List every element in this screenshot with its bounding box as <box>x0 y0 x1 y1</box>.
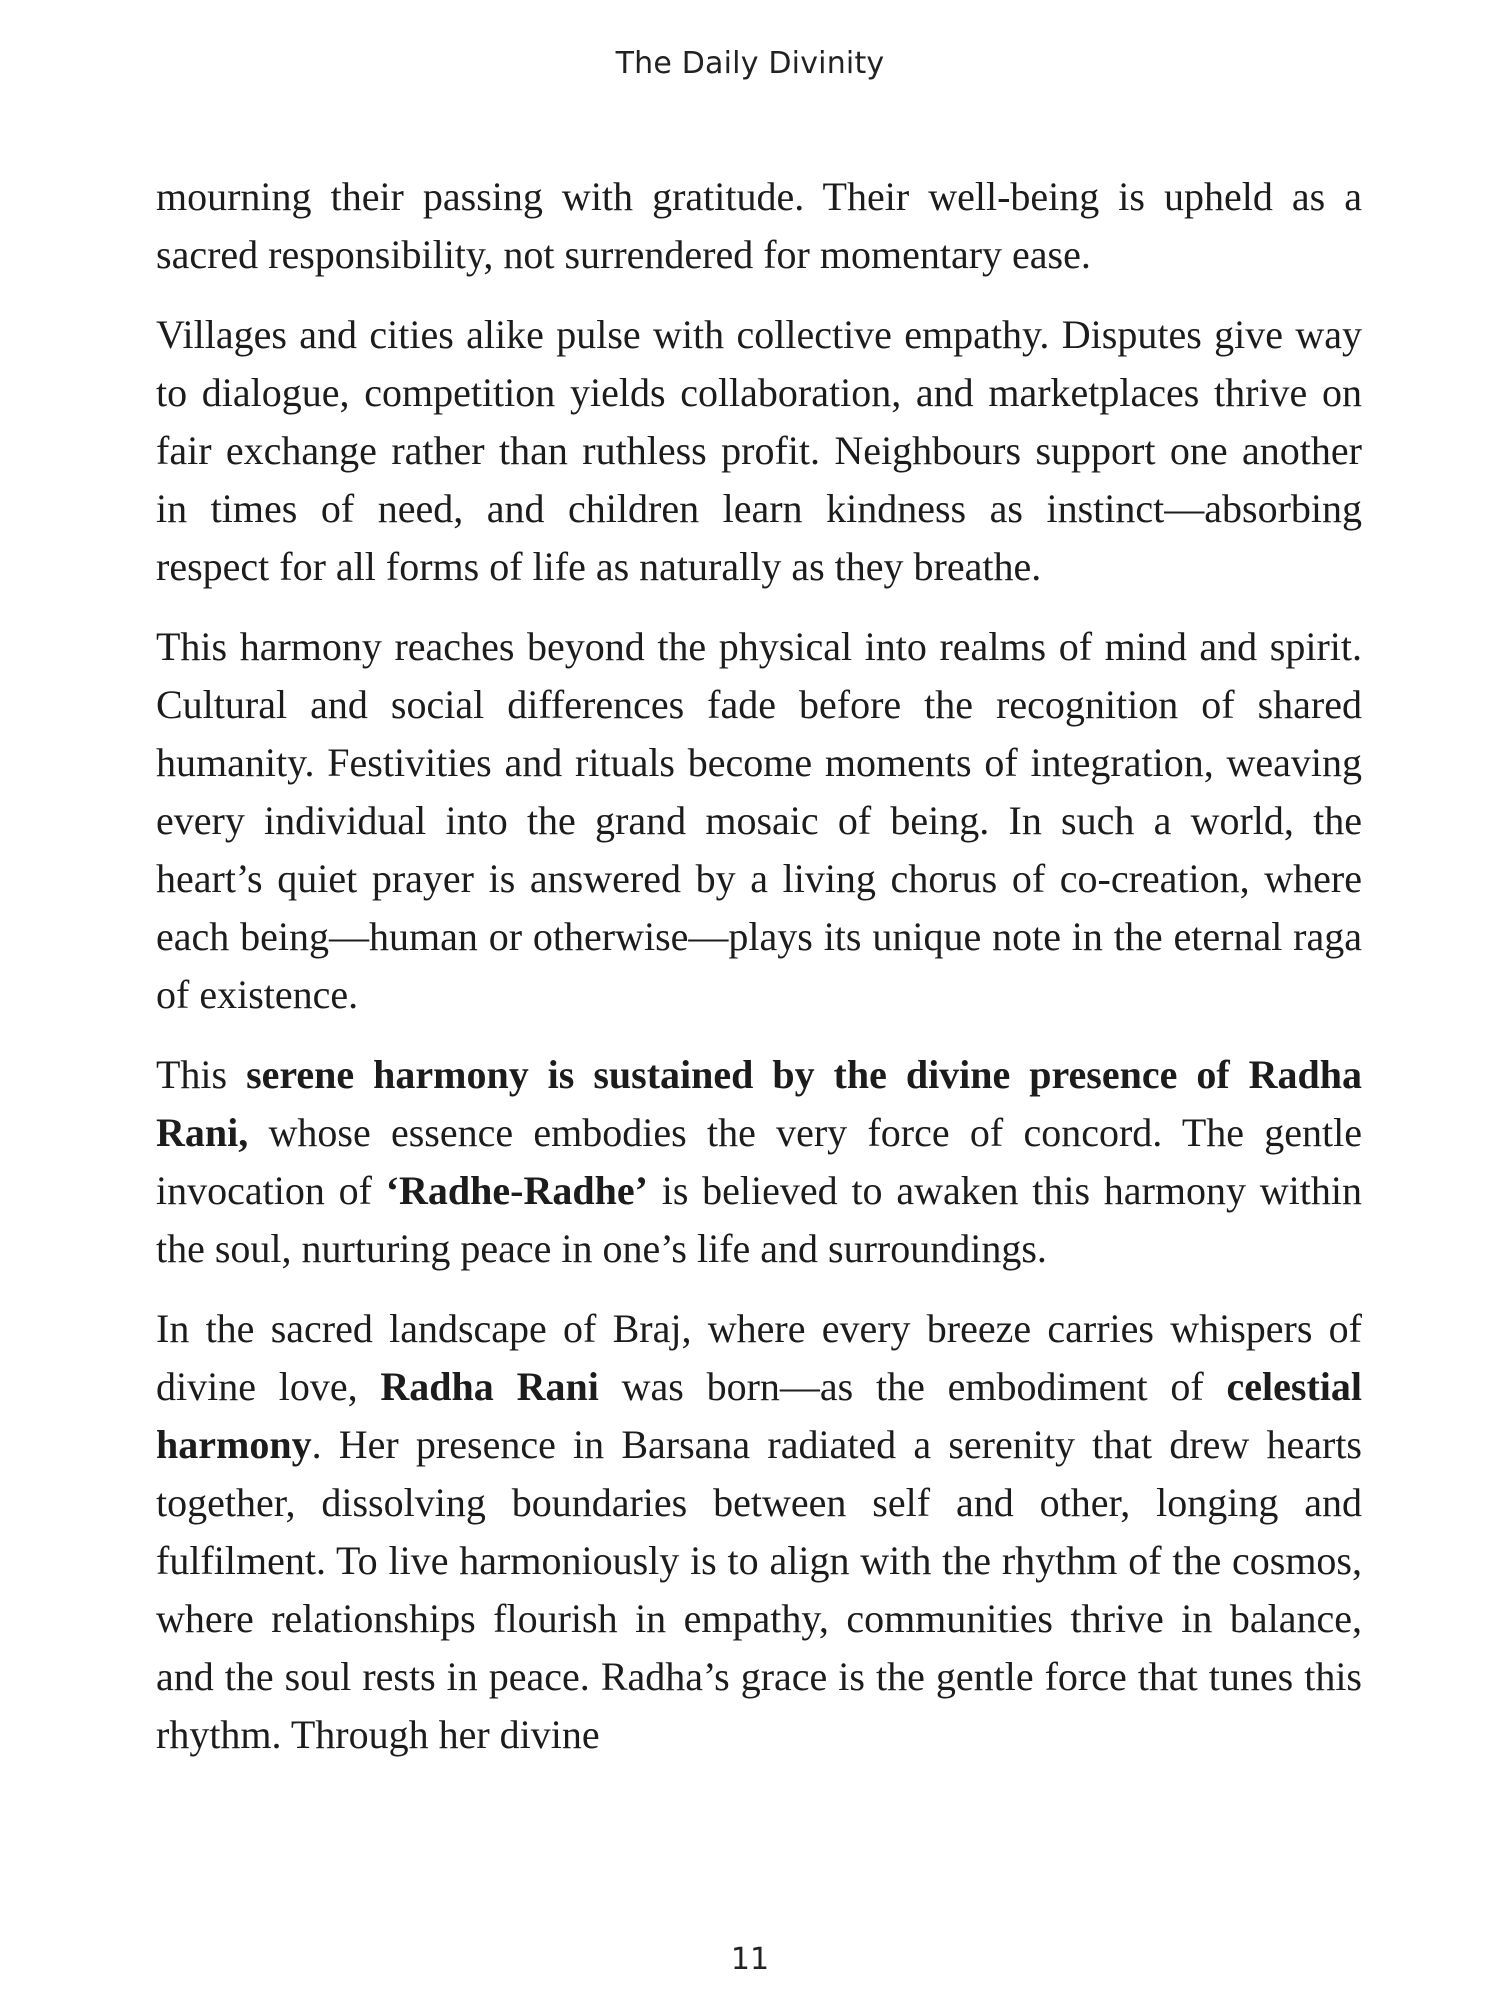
paragraph-5 <box>156 1300 1362 1764</box>
text-run: This <box>156 1052 247 1097</box>
paragraph-4 <box>156 1046 1362 1278</box>
text-run: In the sacred landscape of Braj, where every breeze carries whispers of divine love, <box>156 1306 1362 1409</box>
bold-phrase: ‘Radhe-Radhe’ <box>385 1168 648 1213</box>
page-number: 11 <box>730 1942 770 1977</box>
paragraph-1 <box>156 168 1362 284</box>
running-header: The Daily Divinity <box>615 46 885 81</box>
text-run: is believed to awaken this harmony within the soul, nurturing peace in one’s life and surroundings. <box>156 1168 1362 1271</box>
bold-phrase: Radha Rani <box>380 1364 599 1409</box>
paragraph-text: mourning their passing with gratitude. Their well-being is upheld as a sacred responsibility, not surrendered for momentary ease. <box>156 174 1362 277</box>
text-run: was born—as the embodiment of <box>598 1364 1227 1409</box>
paragraph-text: Villages and cities alike pulse with collective empathy. Disputes give way to dialogue, competition yields collaboration, and marketplaces thrive on fair exchange rather than ruthless profit. Neighbours support one another in times of need, and children learn kindness as instinct—absorbing respect for all forms of life as naturally as they breathe. <box>156 312 1362 589</box>
text-run: whose essence embodies the very force of concord. The gentle invocation of <box>156 1110 1362 1213</box>
paragraph-2 <box>156 306 1362 596</box>
bold-phrase: serene harmony is sustained by the divine presence of Radha Rani, <box>156 1052 1362 1155</box>
bold-phrase: celestial harmony <box>156 1364 1363 1467</box>
text-run: . Her presence in Barsana radiated a serenity that drew hearts together, dissolving boundaries between self and other, longing and fulfilment. To live harmoniously is to align with the rhythm of the cosmos, where relationships flourish in empathy, communities thrive in balance, and the soul rests in peace. Radha’s grace is the gentle force that tunes this rhythm. Through her divine <box>156 1422 1362 1757</box>
paragraph-text: This harmony reaches beyond the physical into realms of mind and spirit. Cultural and social differences fade before the recognition of shared humanity. Festivities and rituals become moments of integration, weaving every individual into the grand mosaic of being. In such a world, the heart’s quiet prayer is answered by a living chorus of co-creation, where each being—human or otherwise—plays its unique note in the eternal raga of existence. <box>156 624 1362 1017</box>
body-text <box>156 168 1362 1786</box>
paragraph-3 <box>156 618 1362 1024</box>
